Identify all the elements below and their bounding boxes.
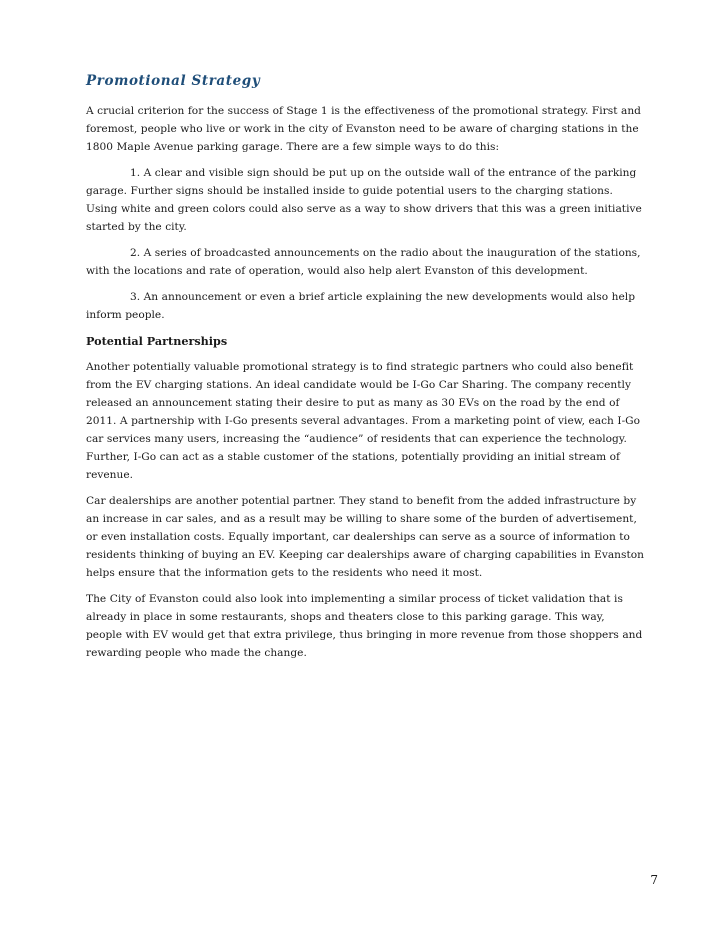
page-content <box>86 72 644 670</box>
partnership-igo-paragraph: Another potentially valuable promotional strategy is to find strategic partners who could also benefit from the EV charging stations. An ideal candidate would be I-Go Car Sharing. The company recently released an announcement stating their desire to put as many as 30 EVs on the road by the end of 2011. A partnership with I-Go presents several advantages. From a marketing point of view, each I-Go car services many users, increasing the “audience” of residents that can experience the technology. Further, I-Go can act as a stable customer of the stations, potentially providing an initial stream of revenue. <box>86 361 641 481</box>
list-item-2-paragraph: 2. A series of broadcasted announcements on the radio about the inauguration of the stations, with the locations and rate of operation, would also help alert Evanston of this development. <box>86 247 641 277</box>
list-item-3-paragraph: 3. An announcement or even a brief article explaining the new developments would also help inform people. <box>86 291 635 321</box>
page-number: 7 <box>650 873 658 887</box>
list-item-1-paragraph: 1. A clear and visible sign should be put up on the outside wall of the entrance of the parking garage. Further signs should be installed inside to guide potential users to the charging stations. Using white and green colors could also serve as a way to show drivers that this was a green initiative started by the city. <box>86 167 642 233</box>
section-heading-potential-partnerships: Potential Partnerships <box>86 334 228 348</box>
section-heading-promotional-strategy: Promotional Strategy <box>86 73 261 89</box>
intro-paragraph: A crucial criterion for the success of Stage 1 is the effectiveness of the promotional strategy. First and foremost, people who live or work in the city of Evanston need to be aware of charging stations in the 1800 Maple Avenue parking garage. There are a few simple ways to do this: <box>86 105 641 153</box>
car-dealerships-paragraph: Car dealerships are another potential partner. They stand to benefit from the added infrastructure by an increase in car sales, and as a result may be willing to share some of the burden of advertisement, or even installation costs. Equally important, car dealerships can serve as a source of information to residents thinking of buying an EV. Keeping car dealerships aware of charging capabilities in Evanston helps ensure that the information gets to the residents who need it most. <box>86 495 644 579</box>
ticket-validation-paragraph: The City of Evanston could also look into implementing a similar process of ticket validation that is already in place in some restaurants, shops and theaters close to this parking garage. This way, people with EV would get that extra privilege, thus bringing in more revenue from those shoppers and rewarding people who made the change. <box>86 593 643 659</box>
